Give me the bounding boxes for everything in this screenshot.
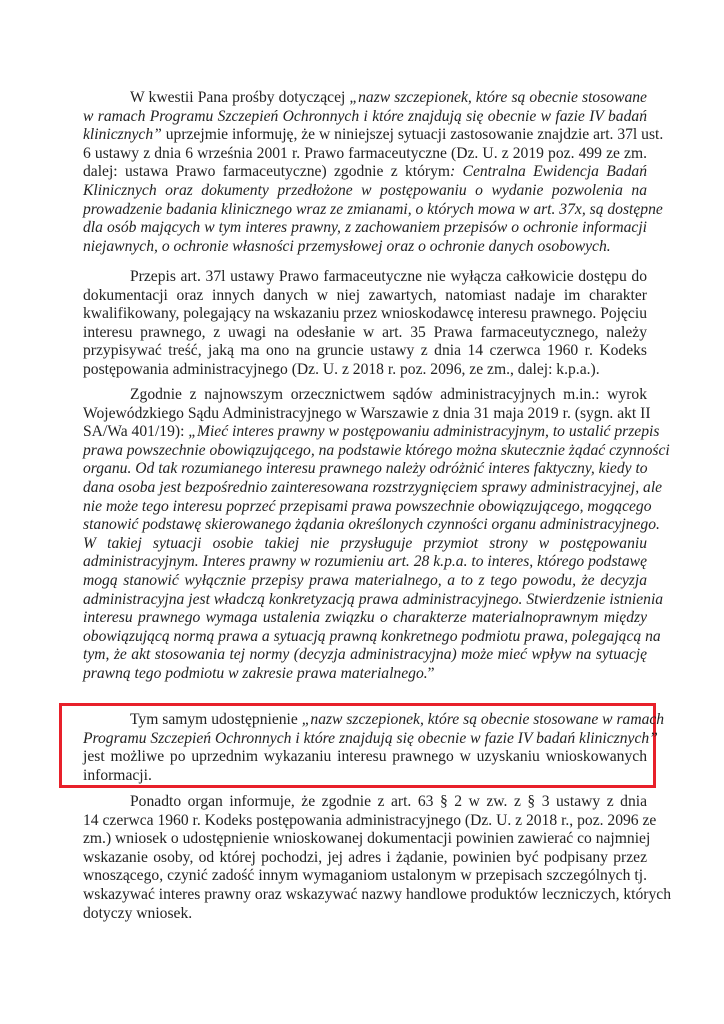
text-line [83,89,647,108]
italic-text: : Centralna Ewidencja Badań [450,163,647,181]
italic-text: prowadzenie badania klinicznego wraz ze zmianami, o których mowa w art. 37x, są dostępne [83,200,663,218]
text-line [83,386,647,405]
text-line [83,441,670,461]
text-line [83,711,665,730]
text: Ponadto organ informuje, że zgodnie z art. 63 § 2 w zw. z § 3 ustawy z dnia [130,793,647,810]
italic-text: organu. Od tak rozumianego interesu prawnego należy odróżnić interes faktyczny, kiedy to [83,460,648,478]
text: Wojewódzkiego Sądu Administracyjnego w Warszawie z dnia 31 maja 2019 r. (sygn. akt II [83,404,651,422]
text-line [83,609,647,628]
text-line [83,460,647,479]
text-line [83,516,660,535]
text: przypisywać treść, jaką ma ono na gruncie ustawy z dnia 14 czerwca 1960 r. Kodeks [83,342,647,360]
text-line [83,108,647,127]
italic-text: w ramach Programu Szczepień Ochronnych i które znajdują się obecnie w fazie IV badań [83,107,647,125]
paragraph-court-ruling [83,386,670,684]
text: informacji. [83,766,152,784]
italic-text: tym, że akt stosowania tej normy (decyzja administracyjna) może mieć wpływ na sytuację [83,646,647,664]
text-line [83,126,664,145]
text-line [83,553,647,572]
text-line [83,627,661,647]
text: interesu prawnego, z uwagi na odesłanie w art. 35 Prawa farmaceutycznego, należy [83,323,647,341]
italic-text: stanowić podstawę skierowanego żądania określonych czynności organu administracyjnego. [83,516,660,534]
paragraph-highlighted-conclusion [83,711,665,785]
text: zm.) wniosek o udostępnienie wnioskowanej dokumentacji powinien zawierać co najmniej [83,830,651,848]
text-line [83,404,651,424]
text-line [83,423,660,442]
italic-text: administracyjna jest władczą konkretyzacją prawa administracyjnego. Stwierdzenie istnienia [83,590,664,608]
text: dalej: ustawa Prawo farmaceutyczne) zgodnie z którym [83,163,451,181]
italic-text: W takiej sytuacji osobie takiej nie przysługuje przymiot strony w postępowaniu [83,534,647,552]
text-line [83,219,647,238]
text: ” [427,664,435,682]
text: Tym samym udostępnienie [130,711,302,728]
text-line [83,305,647,324]
text-line [83,572,647,591]
text-line [83,590,664,610]
italic-text: interesu prawnego wymaga ustalenia związku o charakterze materialnoprawnym między [83,609,647,627]
text-line [83,145,647,164]
text-line [83,665,647,684]
text-line [83,767,647,786]
italic-text: „nazw szczepionek, które są obecnie stosowane w ramach [301,711,665,728]
italic-text: klinicznych” [83,126,162,144]
italic-text: prawną tego podmiotu w zakresie prawa materialnego. [83,664,428,682]
italic-text: Programu Szczepień Ochronnych i które znajdują się obecnie w fazie IV badań klinicznych” [83,729,658,747]
text: 6 ustawy z dnia 6 września 2001 r. Prawo farmaceutyczne (Dz. U. z 2019 poz. 499 ze zm. [83,144,647,162]
text: SA/Wa 401/19): [83,423,189,441]
italic-text: Klinicznych oraz dokumenty przedłożone w postępowaniu o wydanie pozwolenia na [83,181,647,199]
text-line [83,885,671,905]
text: postępowania administracyjnego (Dz. U. z 2018 r. poz. 2096, ze zm., dalej: k.p.a.). [83,360,600,378]
text-line [83,905,647,924]
text-line [83,867,647,886]
text-line [83,497,652,517]
text: kwalifikowany, polegający na wskazaniu przez wnioskodawcę interesu prawnego. Pojęciu [83,305,647,323]
italic-text: obowiązującą normą prawa a sytuacją prawną konkretnego podmiotu prawa, polegającą na [83,627,661,645]
paragraph-article-37l [83,268,647,380]
text: wskazanie osoby, od której pochodzi, jej adres i żądanie, powinien być podpisany przez [83,848,647,866]
text-line [83,811,657,831]
italic-text: nie może tego interesu poprzeć przepisami prawa powszechnie obowiązującego, mogącego [83,497,652,515]
text-line [83,324,647,343]
paragraph-application-requirements [83,793,671,923]
italic-text: niejawnych, o ochronie własności przemysłowej oraz o ochronie danych osobowych. [83,237,611,255]
italic-text: „Mieć interes prawny w postępowaniu administracyjnym, to ustalić przepis [188,423,660,441]
text-line [83,729,658,749]
text-line [83,849,647,868]
text-line [83,268,647,287]
text: wskazywać interes prawny oraz wskazywać nazwy handlowe produktów leczniczych, których [83,885,671,903]
italic-text: mogą stanowić wyłącznie przepisy prawa materialnego, a to z tego powodu, że decyzja [83,571,647,589]
paragraph-request-response [83,89,664,256]
text-line [83,238,647,257]
text: wnoszącego, czynić zadość innym wymaganiom ustalonym w przepisach szczególnych tj. [83,867,647,885]
italic-text: dla osób mających w tym interes prawny, z zachowaniem przepisów o ochronie informacji [83,219,647,237]
text-line [83,535,647,554]
text-line [83,342,647,361]
italic-text: „nazw szczepionek, które są obecnie stosowane [349,89,647,106]
text: uprzejmie informuję, że w niniejszej sytuacji zastosowanie znajdzie art. 37l ust. [161,126,664,144]
text-line [83,478,663,498]
text: Przepis art. 37l ustawy Prawo farmaceutyczne nie wyłącza całkowicie dostępu do [130,268,647,285]
text: Zgodnie z najnowszym orzecznictwem sądów administracyjnych m.in.: wyrok [130,386,647,403]
text-line [83,361,647,380]
text-line [83,646,647,665]
text-line [83,182,647,201]
text-line [83,748,647,767]
text: W kwestii Pana prośby dotyczącej [130,89,350,106]
italic-text: administracyjnym. Interes prawny w rozumieniu art. 28 k.p.a. to interes, którego podstawę [83,553,647,571]
text-line [83,287,647,306]
text: 14 czerwca 1960 r. Kodeks postępowania administracyjnego (Dz. U. z 2018 r., poz. 2096 ze [83,811,657,829]
text-line [83,163,647,182]
italic-text: dana osoba jest bezpośrednio zainteresowana rozstrzygnięciem sprawy administracyjnej, ale [83,478,663,496]
text: dokumentacji oraz innych danych w niej zawartych, natomiast nadaje im charakter [83,286,647,304]
text: jest możliwe po uprzednim wykazaniu interesu prawnego w uzyskaniu wnioskowanych [83,748,647,766]
text: dotyczy wniosek. [83,904,193,922]
italic-text: prawa powszechnie obowiązującego, na podstawie którego można skutecznie żądać czynności [83,441,670,459]
text-line [83,793,647,812]
text-line [83,200,663,220]
text-line [83,830,651,849]
